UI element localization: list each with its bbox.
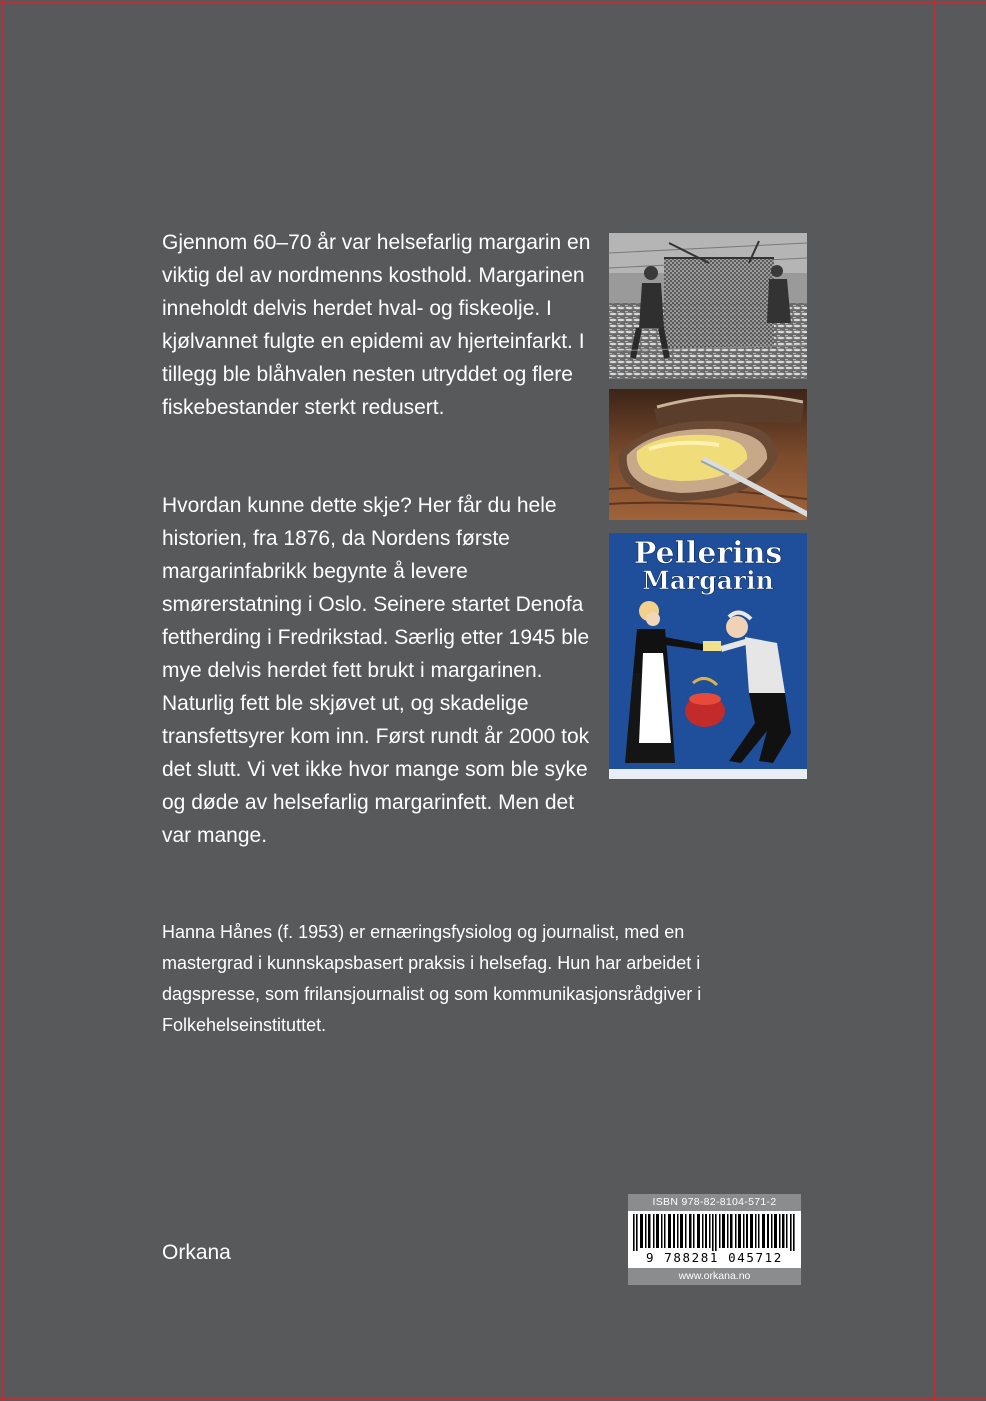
isbn-label: ISBN 978-82-8104-571-2 (628, 1194, 801, 1211)
bread-margarine-photo (609, 389, 807, 520)
trim-mark-left (2, 0, 4, 1401)
publisher-name: Orkana (162, 1241, 231, 1264)
trim-mark-right (934, 0, 936, 1401)
blurb-paragraph-2: Hvordan kunne dette skje? Her får du hele historien, fra 1876, da Nordens første margarinfabrikk begynte å levere smørerstatning i Oslo. Seinere startet Denofa fettherding i Fredrikstad. Særlig etter 1945 ble mye delvis herdet fett brukt i margarinen. Naturlig fett ble skjøvet ut, og skadelige transfettsyrer kom inn. Først rundt år 2000 tok det slutt. Vi vet ikke hvor mange som ble syke og døde av helsefarlig margarinfett. Men det var mange. (162, 494, 590, 847)
trim-mark-top (0, 2, 986, 4)
publisher-url: www.orkana.no (628, 1268, 801, 1285)
poster-title-pellerins: Pellerins (633, 536, 783, 571)
author-bio: Hanna Hånes (f. 1953) er ernæringsfysiolog og journalist, med en mastergrad i kunnskapsbasert praksis i helsefag. Hun har arbeidet i dagspresse, som frilansjournalist og som kommunikasjonsrådgiver i Folkehelseinstituttet. (162, 922, 702, 1035)
barcode-bars (633, 1214, 796, 1252)
poster-title-margarin: Margarin (642, 566, 774, 595)
isbn-barcode (628, 1194, 801, 1285)
pellerins-margarin-poster (609, 533, 807, 779)
herring-fishery-photo (609, 233, 807, 379)
trim-mark-bottom (0, 1397, 986, 1399)
blurb-paragraph-1: Gjennom 60–70 år var helsefarlig margarin en viktig del av nordmenns kosthold. Margarinen inneholdt delvis herdet hval- og fiskeolje. I kjølvannet fulgte en epidemi av hjerteinfarkt. I tillegg ble blåhvalen nesten utryddet og flere fiskebestander sterkt redusert. (162, 231, 591, 419)
barcode-digits: 9 788281 045712 (628, 1251, 801, 1265)
